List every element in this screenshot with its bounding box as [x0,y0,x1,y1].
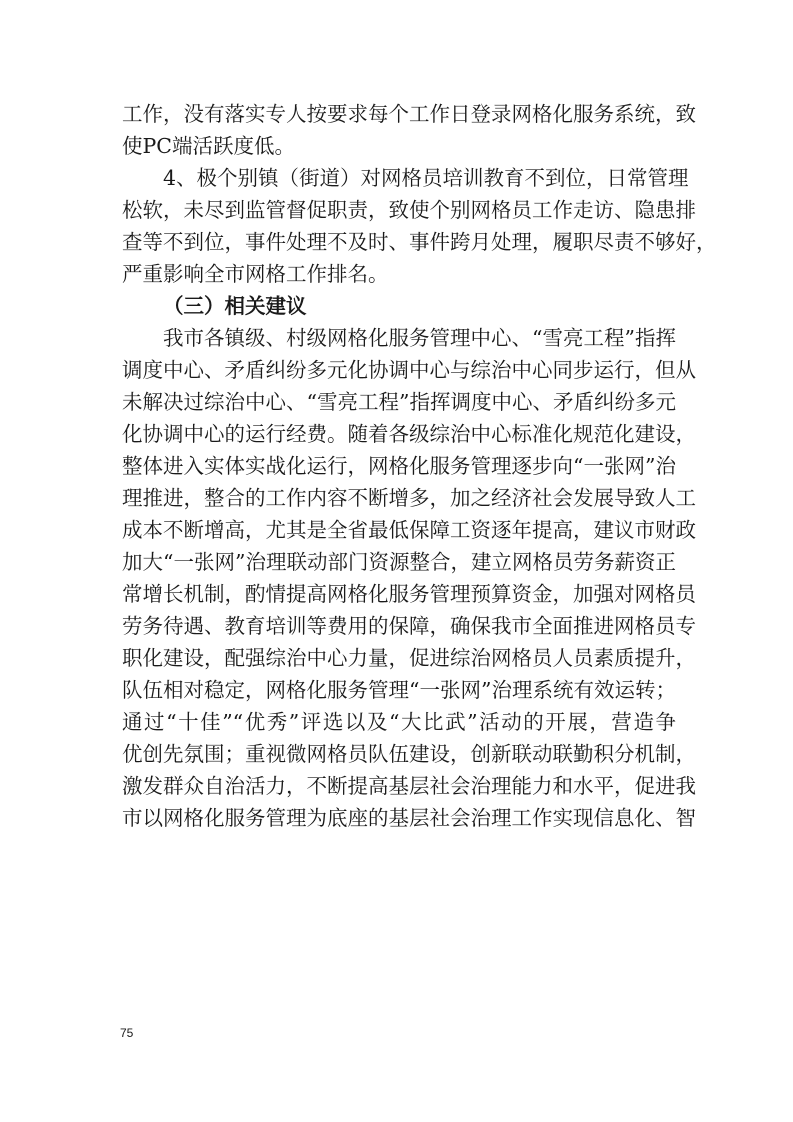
text-line: 市以网格化服务管理为底座的基层社会治理工作实现信息化、智 [122,806,696,830]
page-number: 75 [120,1026,134,1040]
text-line: 常增长机制，酌情提高网格化服务管理预算资金，加强对网格员 [122,582,696,606]
text-line: 队伍相对稳定，网格化服务管理“一张网”治理系统有效运转； [122,678,676,702]
text-line: 加大“一张网”治理联动部门资源整合，建立网格员劳务薪资正 [122,550,676,574]
text-line: 通过“十佳”“优秀”评选以及“大比武”活动的开展，营造争 [122,710,676,734]
text-line: 职化建设，配强综治中心力量，促进综治网格员人员素质提升， [122,646,696,670]
paragraph-start-line: 4、极个别镇（街道）对网格员培训教育不到位，日常管理 [163,166,689,190]
text-line: 未解决过综治中心、“雪亮工程”指挥调度中心、矛盾纠纷多元 [122,390,676,414]
section-heading: （三）相关建议 [163,294,307,318]
text-line: 化协调中心的运行经费。随着各级综治中心标准化规范化建设， [122,422,696,446]
paragraph-start-line: 我市各镇级、村级网格化服务管理中心、“雪亮工程”指挥 [163,326,676,350]
text-line: 整体进入实体实战化运行，网格化服务管理逐步向“一张网”治 [122,454,676,478]
text-line: 成本不断增高，尤其是全省最低保障工资逐年提高，建议市财政 [122,518,696,542]
text-line: 严重影响全市网格工作排名。 [122,262,389,286]
text-line: 劳务待遇、教育培训等费用的保障，确保我市全面推进网格员专 [122,614,696,638]
text-line: 调度中心、矛盾纠纷多元化协调中心与综治中心同步运行，但从 [122,358,696,382]
text-line: 工作，没有落实专人按要求每个工作日登录网格化服务系统，致 [122,102,696,126]
text-line: 优创先氛围；重视微网格员队伍建设，创新联动联勤积分机制， [122,742,696,766]
text-line: 激发群众自治活力，不断提高基层社会治理能力和水平，促进我 [122,774,696,798]
text-line: 使PC端活跃度低。 [122,134,295,158]
text-line: 查等不到位，事件处理不及时、事件跨月处理，履职尽责不够好， [122,230,717,254]
text-line: 理推进，整合的工作内容不断增多，加之经济社会发展导致人工 [122,486,696,510]
body-text [122,98,717,834]
text-line: 松软，未尽到监管督促职责，致使个别网格员工作走访、隐患排 [122,198,696,222]
